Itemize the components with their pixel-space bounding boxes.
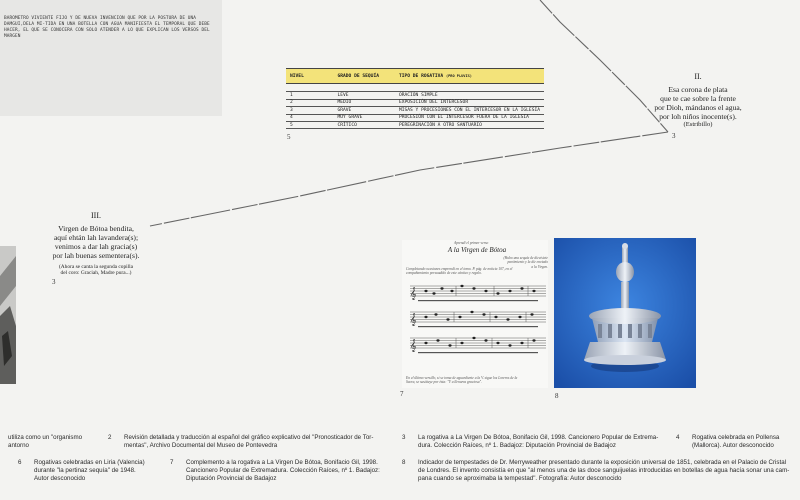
footnote-number: 2	[108, 434, 112, 441]
footnote-line: mentas", Archivo Documental del Museo de Pontevedra	[124, 442, 278, 449]
sheet-footer	[406, 376, 546, 385]
verse-ii-line: Esa corona de plata	[668, 85, 728, 94]
sheet-footer-line: En el último versillo, si se toma de aguardiente a la V. sigue los Loreros de la	[406, 376, 518, 380]
svg-text:𝄞: 𝄞	[410, 339, 417, 352]
cell-nivel: 3	[286, 107, 333, 114]
verse-iii-line: por lah buenas sementera(s).	[52, 251, 140, 260]
footnote-8	[402, 459, 800, 489]
top-card-text: BAROMETRO VIVIENTE FIJO Y DE NUEVA INVENCION QUE POR LA POSTURA DE UNA DAMGUI,DELA MI-TIDA EN UNA BOTELLA CON AGUA MANIFIESTA EL TEMPORAL QUE DEBE HACER, EL QUE SE CONOCERA CON SOLO ATENDER A LO QUE EXPLICAN LOS VERSOS DEL MARGEN	[4, 16, 210, 39]
footnote-number: 3	[402, 434, 406, 441]
footnote-1	[0, 434, 100, 454]
verse-iii-note: del coro: Graciah, Madre pura...)	[60, 270, 132, 277]
cell-tipo: PROCESIÓN CON EL INTERCESOR FUERA DE LA IGLESIA	[395, 114, 544, 121]
footnote-number: 4	[676, 434, 680, 441]
left-photo	[0, 246, 16, 384]
sheet-intro-line: Completando ocasiones emprendí en el tomo. P. pág. de noticia 107, en el	[406, 267, 513, 271]
table-spacer-row	[286, 84, 544, 92]
verse-ii-roman: II.	[694, 72, 702, 81]
header-nivel: NIVEL	[286, 69, 333, 84]
header-tipo-note: (PRO PLUVIS)	[445, 73, 472, 78]
svg-text:𝄞: 𝄞	[410, 313, 417, 326]
figure-number-7: 7	[400, 390, 404, 398]
sheet-music	[402, 240, 548, 388]
sheet-title: A la Virgen de Bótoa	[447, 246, 507, 254]
verse-ii-line: que te cae sobre la frente	[660, 94, 736, 103]
cell-nivel: 4	[286, 114, 333, 121]
svg-text:𝄞: 𝄞	[410, 287, 417, 300]
footnote-line: Revisión detallada y traducción al español del gráfico explicativo del "Pronosticador de Tor-	[124, 434, 374, 441]
figure-number-8: 8	[555, 392, 559, 400]
footnote-line: Indicador de tempestades de Dr. Merryweather presentado durante la exposición universal de 1851, celebrada en el Palacio de Cristal	[418, 459, 787, 466]
figure-number-5: 5	[287, 133, 291, 141]
verse-iii-line: Virgen de Bótoa bendita,	[58, 224, 134, 233]
footnote-line: (Mallorca). Autor desconocido	[692, 442, 774, 449]
cell-tipo: PEREGRINACIÓN A OTRO SANTUARIO	[395, 121, 544, 128]
footnote-line: de Londres. El invento consistía en que "al menos una de las doce sanguijuelas introducidas en botellas de agua hacía sonar una cam-	[418, 467, 790, 474]
header-tipo	[395, 69, 544, 84]
table-row	[286, 92, 544, 99]
verse-ii-line: por Dioh, mándanos el agua,	[654, 103, 742, 112]
footnote-line: Autor desconocido	[34, 475, 86, 482]
cell-grado: LEVE	[333, 92, 394, 99]
verse-iii-line: aquí ehtán lah lavandera(s);	[53, 233, 139, 242]
footnote-line: durante "la pertinaz sequía" de 1948.	[34, 467, 136, 474]
table-row	[286, 121, 544, 128]
cell-tipo: EXPOSICIÓN DEL INTERCESOR	[395, 99, 544, 106]
footnote-line: Diputación Provincial de Badajoz	[186, 475, 277, 482]
verse-iii	[40, 211, 152, 277]
sheet-subtitle-line: a la Virgen.	[531, 264, 548, 269]
cell-grado: CRÍTICO	[333, 121, 394, 128]
drought-table-block	[286, 68, 544, 129]
cell-nivel: 1	[286, 92, 333, 99]
footnote-line: dura. Colección Raíces, nº 1. Badajoz: Diputación Provincial de Badajoz	[418, 442, 616, 449]
sheet-intro-line: compañamiento persuadido de este cántico y regalo.	[406, 271, 482, 276]
cell-tipo: MISAS Y PROCESIONES CON EL INTERCESOR EN LA IGLESIA	[395, 107, 544, 114]
table-row	[286, 99, 544, 106]
music-staves	[404, 278, 548, 374]
left-photo-image	[0, 246, 16, 384]
verse-ii-line: por loh niños inocente(s).	[659, 112, 737, 121]
verse-iii-roman: III.	[91, 211, 101, 220]
sheet-subtitle-line: partimiento y la díe enviado	[507, 260, 548, 265]
footnote-number: 8	[402, 459, 406, 466]
footnote-line: Rogativas celebradas en Liria (Valencia)	[34, 459, 145, 466]
sheet-footer-line: Sacra, se sustituye por ésta: "Y a llenaros graciosa".	[406, 380, 482, 385]
footnote-line: pana cuando se aproximaba la tempestad". Fotografía: Autor desconocido	[418, 475, 622, 482]
footnote-line: utiliza como un "organismo	[8, 434, 83, 441]
verse-ii	[620, 72, 776, 129]
figure-number-3-left: 3	[52, 278, 56, 286]
drought-table	[286, 68, 544, 129]
verse-iii-note: (Ahora se canta la segunda copilla	[58, 264, 134, 270]
cell-tipo: ORACIÓN SIMPLE	[395, 92, 544, 99]
cell-nivel: 2	[286, 99, 333, 106]
verse-ii-ref: (Estribillo)	[683, 121, 713, 128]
cell-grado: MUY GRAVE	[333, 114, 394, 121]
sheet-subtitle-line: (Hubo una sequía de diecisiete	[503, 256, 548, 260]
footnote-2	[108, 434, 398, 454]
footnote-line: Complemento a la rogativa a La Virgen De Bótoa, Bonifacio Gil, 1998.	[186, 459, 378, 466]
figure-number-3-top: 3	[672, 132, 676, 140]
footnote-6	[18, 459, 168, 489]
table-row	[286, 107, 544, 114]
barometer-image	[554, 238, 696, 388]
footnote-line: Cancionero Popular de Extremadura. Colección Raíces, nº 1. Badajoz:	[186, 467, 380, 474]
header-grado: GRADO DE SEQUÍA	[333, 69, 394, 84]
header-tipo-label: TIPO DE ROGATIVA	[398, 73, 444, 79]
cell-grado: GRAVE	[333, 107, 394, 114]
footnote-4	[676, 434, 800, 454]
verse-iii-line: venimos a dar lah gracia(s)	[54, 242, 138, 251]
footnote-7	[170, 459, 400, 489]
barometer-photo	[554, 238, 696, 388]
footnote-line: antorno	[8, 442, 29, 449]
footnote-number: 6	[18, 459, 22, 466]
cell-grado: MEDIO	[333, 99, 394, 106]
footnote-number: 7	[170, 459, 174, 466]
footnote-3	[402, 434, 672, 454]
cell-nivel: 5	[286, 121, 333, 128]
footnote-line: La rogativa a La Virgen De Bótoa, Bonifacio Gil, 1998. Cancionero Popular de Extrema-	[418, 434, 659, 441]
footnote-line: Rogativa celebrada en Pollensa	[692, 434, 780, 441]
table-row	[286, 114, 544, 121]
sheet-header: Aprendí el primer verso	[454, 241, 489, 245]
